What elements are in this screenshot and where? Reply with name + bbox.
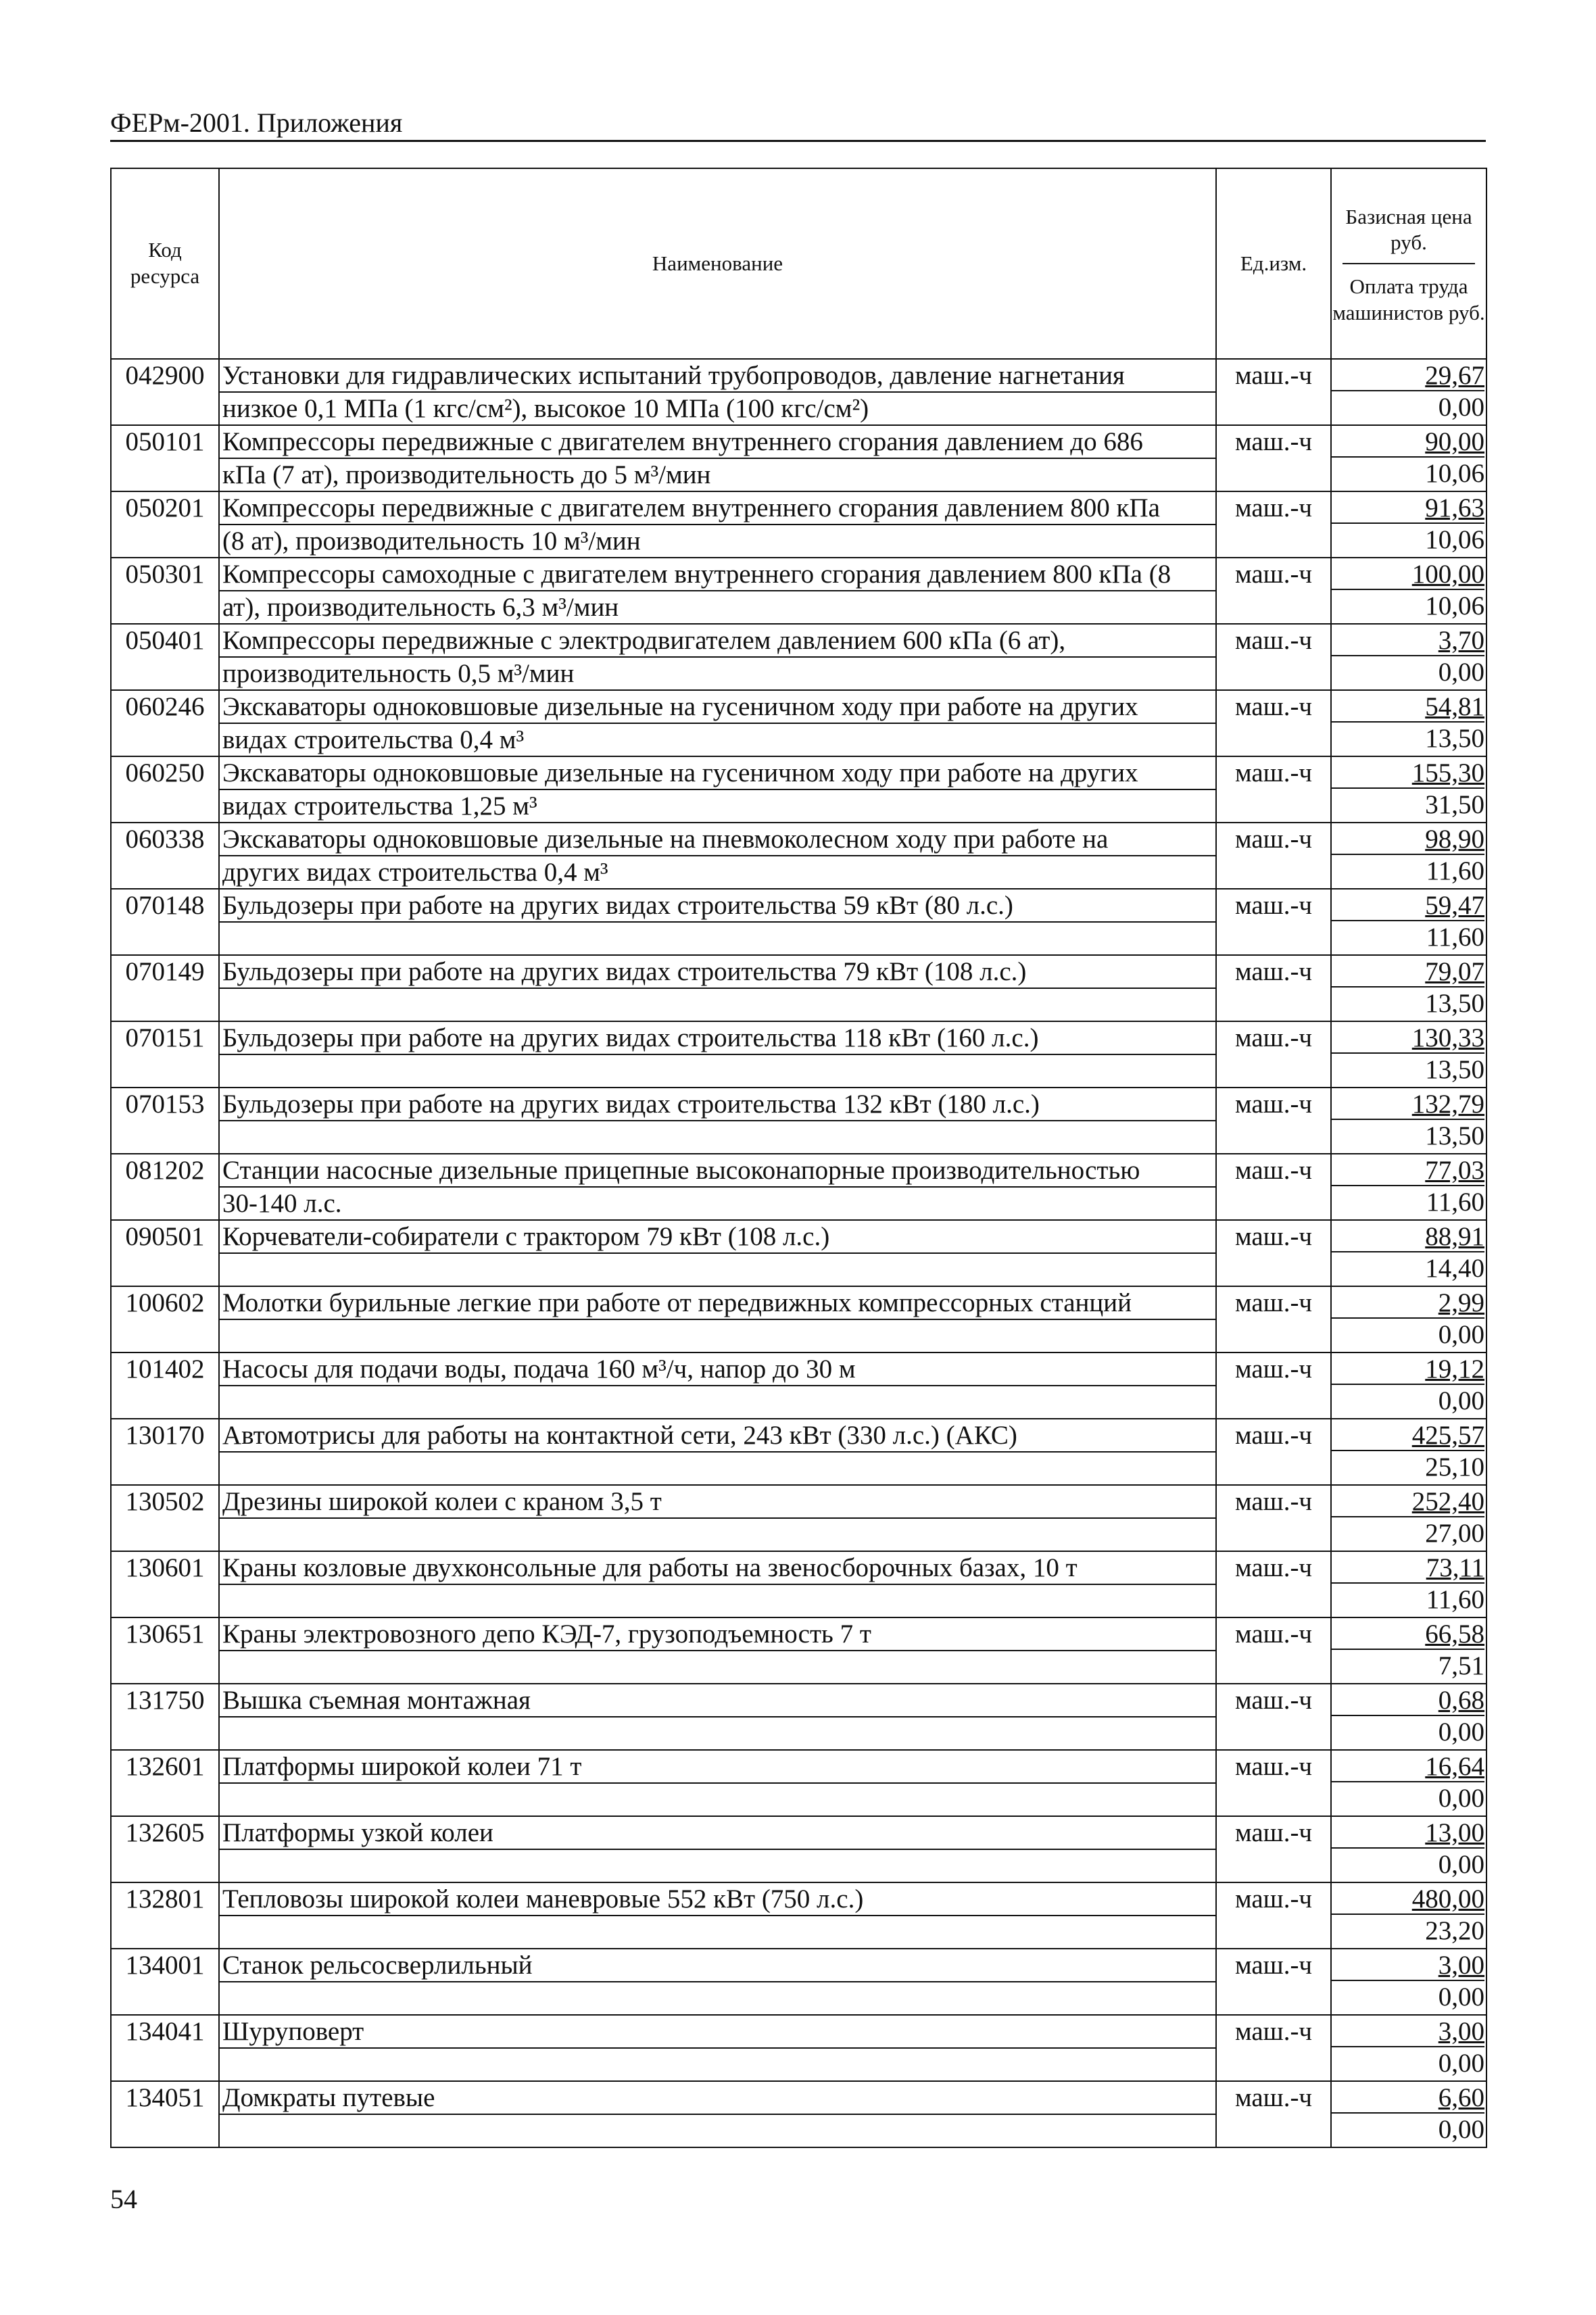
resource-name-line2	[222, 1386, 1213, 1418]
resource-name	[219, 1154, 1216, 1220]
operator-wage: 0,00	[1438, 1386, 1484, 1415]
page-number: 54	[110, 2184, 137, 2214]
table-body	[111, 359, 1486, 2147]
price-cell	[1331, 359, 1486, 425]
unit-of-measure: маш.-ч	[1216, 1750, 1331, 1816]
operator-wage: 13,50	[1425, 1121, 1484, 1150]
resource-name-line1: Компрессоры передвижные с электродвигателем давлением 600 кПа (6 ат),	[220, 625, 1215, 658]
resource-name	[219, 1021, 1216, 1088]
base-price: 66,58	[1332, 1618, 1484, 1650]
resource-name-line2	[222, 1651, 1213, 1683]
unit-of-measure: маш.-ч	[1216, 1021, 1331, 1088]
resource-code: 132801	[111, 1882, 219, 1949]
price-cell	[1331, 558, 1486, 624]
price-cell	[1331, 889, 1486, 955]
resource-name	[219, 1617, 1216, 1684]
operator-wage: 0,00	[1438, 2049, 1484, 2078]
resource-name-line2: кПа (7 ат), производительность до 5 м³/мин	[222, 460, 711, 489]
base-price: 0,68	[1332, 1684, 1484, 1716]
base-price: 19,12	[1332, 1353, 1484, 1385]
table-row	[111, 425, 1486, 491]
resource-name-line2	[222, 2049, 1213, 2080]
base-price: 91,63	[1332, 492, 1484, 524]
resource-code: 130502	[111, 1485, 219, 1551]
resource-name-line2: 30-140 л.с.	[222, 1189, 342, 1218]
resource-name-line1: Экскаваторы одноковшовые дизельные на пневмоколесном ходу при работе на	[220, 823, 1215, 856]
table-row	[111, 359, 1486, 425]
table-row	[111, 1485, 1486, 1551]
unit-of-measure: маш.-ч	[1216, 1684, 1331, 1750]
unit-of-measure: маш.-ч	[1216, 1485, 1331, 1551]
base-price: 3,70	[1332, 625, 1484, 656]
machines-price-table	[110, 168, 1487, 2148]
operator-wage: 13,50	[1425, 724, 1484, 753]
price-cell	[1331, 1021, 1486, 1088]
resource-name	[219, 1551, 1216, 1617]
resource-name-line2: производительность 0,5 м³/мин	[222, 659, 575, 688]
base-price: 98,90	[1332, 823, 1484, 855]
base-price: 54,81	[1332, 691, 1484, 723]
resource-name	[219, 359, 1216, 425]
unit-of-measure: маш.-ч	[1216, 359, 1331, 425]
price-cell	[1331, 1220, 1486, 1286]
resource-code: 132605	[111, 1816, 219, 1882]
resource-name-line1: Краны электровозного депо КЭД-7, грузоподъемность 7 т	[220, 1618, 1215, 1651]
resource-name-line2	[222, 1254, 1213, 1286]
base-price: 3,00	[1332, 1949, 1484, 1981]
table-row	[111, 756, 1486, 823]
price-cell	[1331, 1750, 1486, 1816]
price-cell	[1331, 1485, 1486, 1551]
resource-name-line2	[222, 989, 1213, 1021]
base-price: 480,00	[1332, 1883, 1484, 1915]
unit-of-measure: маш.-ч	[1216, 1882, 1331, 1949]
resource-code: 130170	[111, 1419, 219, 1485]
resource-name	[219, 1286, 1216, 1353]
unit-of-measure: маш.-ч	[1216, 425, 1331, 491]
table-row	[111, 1949, 1486, 2015]
unit-of-measure: маш.-ч	[1216, 1816, 1331, 1882]
resource-name-line2: других видах строительства 0,4 м³	[222, 858, 608, 887]
resource-name-line2	[222, 1320, 1213, 1352]
resource-name-line1: Вышка съемная монтажная	[220, 1684, 1215, 1717]
table-row	[111, 823, 1486, 889]
resource-name-line1: Экскаваторы одноковшовые дизельные на гусеничном ходу при работе на других	[220, 757, 1215, 790]
resource-code: 081202	[111, 1154, 219, 1220]
resource-name	[219, 823, 1216, 889]
resource-name	[219, 2015, 1216, 2081]
table-row	[111, 690, 1486, 756]
resource-code: 070149	[111, 955, 219, 1021]
operator-wage: 13,50	[1425, 1055, 1484, 1084]
resource-code: 090501	[111, 1220, 219, 1286]
resource-code: 131750	[111, 1684, 219, 1750]
resource-code: 060250	[111, 756, 219, 823]
operator-wage: 0,00	[1438, 2115, 1484, 2144]
price-cell	[1331, 1816, 1486, 1882]
operator-wage: 0,00	[1438, 1850, 1484, 1879]
header-name: Наименование	[219, 168, 1216, 359]
resource-name	[219, 1220, 1216, 1286]
resource-name-line2	[222, 1519, 1213, 1551]
base-price: 90,00	[1332, 426, 1484, 458]
resource-name-line1: Автомотрисы для работы на контактной сети, 243 кВт (330 л.с.) (АКС)	[220, 1419, 1215, 1453]
operator-wage: 27,00	[1425, 1519, 1484, 1548]
resource-name-line2: видах строительства 1,25 м³	[222, 791, 537, 821]
resource-code: 070148	[111, 889, 219, 955]
resource-name	[219, 955, 1216, 1021]
table-row	[111, 1684, 1486, 1750]
header-code: Код ресурса	[111, 168, 219, 359]
resource-name-line1: Бульдозеры при работе на других видах строительства 118 кВт (160 л.с.)	[220, 1022, 1215, 1055]
unit-of-measure: маш.-ч	[1216, 1154, 1331, 1220]
table-row	[111, 955, 1486, 1021]
unit-of-measure: маш.-ч	[1216, 1551, 1331, 1617]
table-row	[111, 1353, 1486, 1419]
unit-of-measure: маш.-ч	[1216, 1617, 1331, 1684]
operator-wage: 10,06	[1425, 459, 1484, 488]
operator-wage: 10,06	[1425, 525, 1484, 554]
resource-code: 050201	[111, 491, 219, 558]
resource-name	[219, 1485, 1216, 1551]
table-row	[111, 1419, 1486, 1485]
resource-name-line1: Станок рельсосверлильный	[220, 1949, 1215, 1982]
price-cell	[1331, 1088, 1486, 1154]
resource-name	[219, 889, 1216, 955]
resource-name-line1: Корчеватели-собиратели с трактором 79 кВт (108 л.с.)	[220, 1221, 1215, 1254]
base-price: 425,57	[1332, 1419, 1484, 1451]
base-price: 2,99	[1332, 1287, 1484, 1319]
table-row	[111, 1816, 1486, 1882]
base-price: 13,00	[1332, 1817, 1484, 1849]
operator-wage: 0,00	[1438, 1320, 1484, 1349]
unit-of-measure: маш.-ч	[1216, 889, 1331, 955]
base-price: 130,33	[1332, 1022, 1484, 1054]
table-row	[111, 1021, 1486, 1088]
resource-name-line2	[222, 1784, 1213, 1816]
resource-name-line1: Установки для гидравлических испытаний трубопроводов, давление нагнетания	[220, 360, 1215, 393]
table-row	[111, 1088, 1486, 1154]
resource-name	[219, 1949, 1216, 2015]
price-cell	[1331, 2081, 1486, 2147]
resource-name-line2	[222, 1055, 1213, 1087]
resource-name	[219, 1684, 1216, 1750]
table-row	[111, 624, 1486, 690]
resource-code: 101402	[111, 1353, 219, 1419]
price-cell	[1331, 1882, 1486, 1949]
resource-name-line2	[222, 2115, 1213, 2147]
resource-code: 070151	[111, 1021, 219, 1088]
table-row	[111, 1286, 1486, 1353]
resource-name	[219, 1353, 1216, 1419]
price-cell	[1331, 1419, 1486, 1485]
resource-name-line2	[222, 1717, 1213, 1749]
operator-wage: 11,60	[1426, 923, 1484, 952]
base-price: 6,60	[1332, 2082, 1484, 2114]
unit-of-measure: маш.-ч	[1216, 1419, 1331, 1485]
resource-code: 100602	[111, 1286, 219, 1353]
base-price: 79,07	[1332, 956, 1484, 988]
base-price: 132,79	[1332, 1088, 1484, 1120]
operator-wage: 0,00	[1438, 1717, 1484, 1747]
operator-wage: 13,50	[1425, 989, 1484, 1018]
unit-of-measure: маш.-ч	[1216, 2015, 1331, 2081]
resource-name	[219, 1750, 1216, 1816]
resource-name-line1: Насосы для подачи воды, подача 160 м³/ч, напор до 30 м	[220, 1353, 1215, 1386]
price-cell	[1331, 1551, 1486, 1617]
resource-name-line1: Компрессоры передвижные с двигателем внутреннего сгорания давлением до 686	[220, 426, 1215, 459]
unit-of-measure: маш.-ч	[1216, 955, 1331, 1021]
operator-wage: 11,60	[1426, 1585, 1484, 1614]
resource-name-line1: Краны козловые двухконсольные для работы на звеносборочных базах, 10 т	[220, 1552, 1215, 1585]
base-price: 88,91	[1332, 1221, 1484, 1252]
operator-wage: 11,60	[1426, 1188, 1484, 1217]
resource-code: 134001	[111, 1949, 219, 2015]
resource-name	[219, 2081, 1216, 2147]
unit-of-measure: маш.-ч	[1216, 624, 1331, 690]
resource-name-line2	[222, 1982, 1213, 2014]
resource-name-line1: Платформы узкой колеи	[220, 1817, 1215, 1850]
resource-code: 130651	[111, 1617, 219, 1684]
resource-name-line1: Домкраты путевые	[220, 2082, 1215, 2115]
page-header-title: ФЕРм-2001. Приложения	[110, 107, 403, 138]
table-row	[111, 1882, 1486, 1949]
resource-code: 050401	[111, 624, 219, 690]
resource-name-line1: Станции насосные дизельные прицепные высоконапорные производительностью	[220, 1154, 1215, 1188]
unit-of-measure: маш.-ч	[1216, 558, 1331, 624]
resource-code: 060338	[111, 823, 219, 889]
price-cell	[1331, 491, 1486, 558]
price-cell	[1331, 1353, 1486, 1419]
price-cell	[1331, 955, 1486, 1021]
resource-name-line2	[222, 1916, 1213, 1948]
resource-name-line1: Дрезины широкой колеи с краном 3,5 т	[220, 1486, 1215, 1519]
unit-of-measure: маш.-ч	[1216, 491, 1331, 558]
unit-of-measure: маш.-ч	[1216, 823, 1331, 889]
price-cell	[1331, 823, 1486, 889]
resource-code: 050101	[111, 425, 219, 491]
resource-name-line2: низкое 0,1 МПа (1 кгс/см²), высокое 10 МПа (100 кгс/см²)	[222, 394, 869, 423]
resource-name	[219, 1882, 1216, 1949]
table-row	[111, 1154, 1486, 1220]
unit-of-measure: маш.-ч	[1216, 1088, 1331, 1154]
operator-wage: 11,60	[1426, 856, 1484, 885]
table-row	[111, 1617, 1486, 1684]
unit-of-measure: маш.-ч	[1216, 690, 1331, 756]
table-row	[111, 1220, 1486, 1286]
operator-wage: 10,06	[1425, 591, 1484, 620]
resource-code: 050301	[111, 558, 219, 624]
resource-code: 042900	[111, 359, 219, 425]
price-cell	[1331, 1154, 1486, 1220]
resource-name-line1: Шуруповерт	[220, 2016, 1215, 2049]
resource-name	[219, 756, 1216, 823]
resource-name-line2: видах строительства 0,4 м³	[222, 725, 525, 754]
resource-name-line2	[222, 923, 1213, 954]
base-price: 252,40	[1332, 1486, 1484, 1517]
operator-wage: 14,40	[1425, 1254, 1484, 1283]
table-row	[111, 889, 1486, 955]
price-cell	[1331, 690, 1486, 756]
table-row	[111, 1551, 1486, 1617]
resource-name-line2	[222, 1121, 1213, 1153]
resource-code: 130601	[111, 1551, 219, 1617]
table-row	[111, 558, 1486, 624]
price-cell	[1331, 624, 1486, 690]
resource-name-line1: Молотки бурильные легкие при работе от передвижных компрессорных станций	[220, 1287, 1215, 1320]
table-row	[111, 2081, 1486, 2147]
resource-name	[219, 491, 1216, 558]
resource-name	[219, 1816, 1216, 1882]
operator-wage: 23,20	[1425, 1916, 1484, 1945]
resource-name-line2	[222, 1850, 1213, 1882]
table-row	[111, 2015, 1486, 2081]
base-price: 73,11	[1332, 1552, 1484, 1584]
header-unit: Ед.изм.	[1216, 168, 1331, 359]
resource-name	[219, 425, 1216, 491]
base-price: 59,47	[1332, 890, 1484, 921]
resource-code: 070153	[111, 1088, 219, 1154]
resource-name	[219, 558, 1216, 624]
base-price: 155,30	[1332, 757, 1484, 789]
base-price: 16,64	[1332, 1751, 1484, 1782]
resource-code: 134051	[111, 2081, 219, 2147]
operator-wage: 7,51	[1438, 1651, 1484, 1680]
base-price: 77,03	[1332, 1154, 1484, 1186]
price-cell	[1331, 1684, 1486, 1750]
resource-name-line1: Бульдозеры при работе на других видах строительства 132 кВт (180 л.с.)	[220, 1088, 1215, 1121]
price-cell	[1331, 1617, 1486, 1684]
header-price-base: Базисная цена руб.	[1343, 196, 1475, 265]
resource-code: 132601	[111, 1750, 219, 1816]
resource-name-line2	[222, 1453, 1213, 1484]
resource-code: 134041	[111, 2015, 219, 2081]
table-header-row	[111, 168, 1486, 359]
base-price: 100,00	[1332, 558, 1484, 590]
resource-name-line1: Тепловозы широкой колеи маневровые 552 кВт (750 л.с.)	[220, 1883, 1215, 1916]
unit-of-measure: маш.-ч	[1216, 1220, 1331, 1286]
unit-of-measure: маш.-ч	[1216, 1353, 1331, 1419]
resource-name-line2	[222, 1585, 1213, 1617]
resource-name	[219, 690, 1216, 756]
table-row	[111, 491, 1486, 558]
operator-wage: 0,00	[1438, 393, 1484, 422]
operator-wage: 31,50	[1425, 790, 1484, 819]
resource-name-line1: Платформы широкой колеи 71 т	[220, 1751, 1215, 1784]
resource-code: 060246	[111, 690, 219, 756]
resource-name	[219, 624, 1216, 690]
resource-name	[219, 1419, 1216, 1485]
header-rule	[110, 140, 1486, 142]
resource-name-line1: Бульдозеры при работе на других видах строительства 79 кВт (108 л.с.)	[220, 956, 1215, 989]
unit-of-measure: маш.-ч	[1216, 2081, 1331, 2147]
unit-of-measure: маш.-ч	[1216, 1949, 1331, 2015]
unit-of-measure: маш.-ч	[1216, 1286, 1331, 1353]
price-cell	[1331, 425, 1486, 491]
operator-wage: 25,10	[1425, 1453, 1484, 1482]
base-price: 29,67	[1332, 360, 1484, 391]
header-price	[1331, 168, 1486, 359]
resource-name-line1: Экскаваторы одноковшовые дизельные на гусеничном ходу при работе на других	[220, 691, 1215, 724]
operator-wage: 0,00	[1438, 1982, 1484, 2012]
operator-wage: 0,00	[1438, 658, 1484, 687]
base-price: 3,00	[1332, 2016, 1484, 2047]
table-row	[111, 1750, 1486, 1816]
header-price-wage: Оплата труда машинистов руб.	[1332, 274, 1485, 324]
price-cell	[1331, 2015, 1486, 2081]
operator-wage: 0,00	[1438, 1784, 1484, 1813]
resource-name-line2: (8 ат), производительность 10 м³/мин	[222, 527, 641, 556]
resource-name-line1: Компрессоры передвижные с двигателем внутреннего сгорания давлением 800 кПа	[220, 492, 1215, 525]
resource-name-line2: ат), производительность 6,3 м³/мин	[222, 593, 619, 622]
resource-name-line1: Компрессоры самоходные с двигателем внутреннего сгорания давлением 800 кПа (8	[220, 558, 1215, 591]
price-cell	[1331, 1949, 1486, 2015]
resource-name	[219, 1088, 1216, 1154]
resource-name-line1: Бульдозеры при работе на других видах строительства 59 кВт (80 л.с.)	[220, 890, 1215, 923]
unit-of-measure: маш.-ч	[1216, 756, 1331, 823]
price-cell	[1331, 1286, 1486, 1353]
price-cell	[1331, 756, 1486, 823]
